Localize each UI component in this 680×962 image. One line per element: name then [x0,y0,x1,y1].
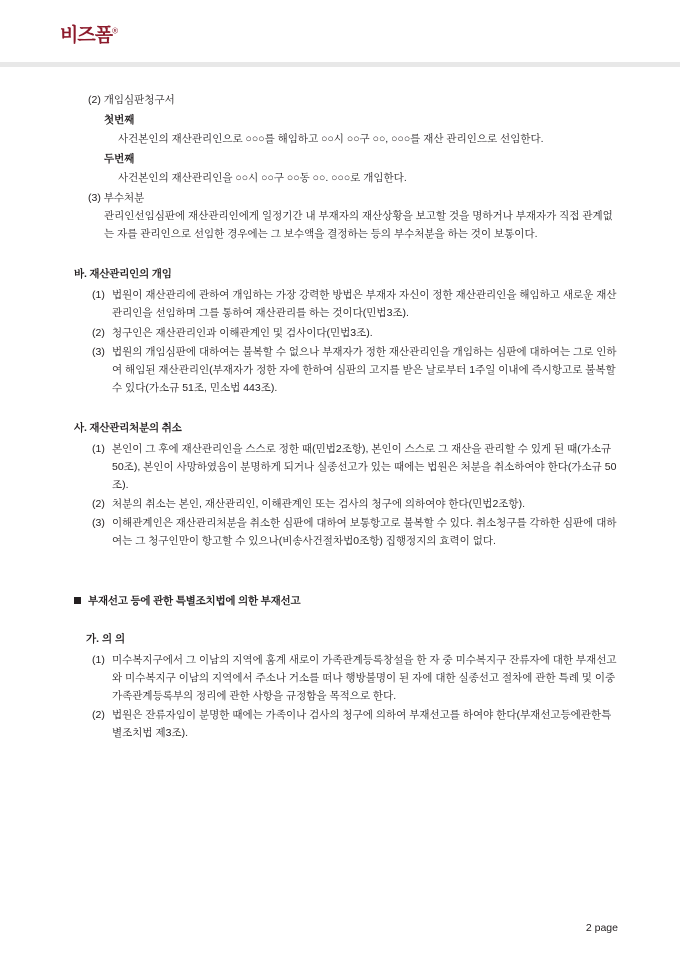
sub-body-first: 사건본인의 재산관리인으로 ○○○를 해임하고 ○○시 ○○구 ○○, ○○○를 재산 관리인으로 선임한다. [118,133,544,146]
list-item [92,495,618,513]
numbered-item-body: 관리인선임심판에 재산관리인에게 일정기간 내 부재자의 재산상황을 보고할 것을 명하거나 부재자가 직접 관계없는 자를 관리인으로 선임한 경우에는 그 보수액을 결정하는 등의 부수처분을 하는 것이 보통이다. [104,210,613,241]
registered-mark-icon: ® [112,26,117,36]
list-marker: (3) [92,516,105,529]
sub-body-second: 사건본인의 재산관리인을 ○○시 ○○구 ○○동 ○○. ○○○로 개임한다. [118,172,407,185]
list-marker: (1) [92,289,105,302]
list-item-text: 법원은 잔류자임이 분명한 때에는 가족이나 검사의 청구에 의하여 부재선고를 하여야 한다(부재선고등에관한특별조치법 제3조). [112,709,612,740]
list-marker: (2) [92,497,105,510]
list-item-text: 청구인은 재산관리인과 이해관계인 및 검사이다(민법3조). [112,326,373,339]
section-heading-ba: 바. 재산관리인의 개임 [74,268,172,281]
list-marker: (1) [92,654,105,667]
list-item [92,514,618,550]
bizforms-logo [60,26,117,45]
sub-heading-second: 두번째 [104,153,135,166]
list-item-text: 법원이 재산관리에 관하여 개임하는 가장 강력한 방법은 부재자 자신이 정한 재산관리인을 해임하고 새로운 재산관리인을 선임하며 그를 통하여 재산관리를 하는 것이다(민법3조). [112,289,617,320]
section-heading-sa: 사. 재산관리처분의 취소 [74,421,182,434]
list-item [92,440,618,494]
page-header [0,0,680,48]
list-item-text: 법원의 개임심판에 대하여는 불복할 수 없으나 부재자가 정한 재산관리인을 개임하는 심판에 대하여는 그로 인하여 해임된 재산관리인(부재자가 정한 자에 한하여 심판의 고지를 받은 날로부터 1주일 이내에 즉시항고로 불복할 수 있다(가소규 51조, 민소법 443조). [112,345,617,394]
sub-heading-first: 첫번째 [104,114,135,127]
list-marker: (2) [92,709,105,722]
page-number: 2 page [585,922,618,934]
list-marker: (1) [92,442,105,455]
list-item [92,706,618,742]
chapter-heading [74,592,618,610]
list-marker: (3) [92,345,105,358]
chapter-sub-heading: 가. 의 의 [86,633,126,646]
chapter-heading-text: 부재선고 등에 관한 특별조치법에 의한 부재선고 [88,595,301,608]
list-item [92,324,618,342]
list-item-text: 이해관계인은 재산관리처분을 취소한 심판에 대하여 보통항고로 불복할 수 있다. 취소청구를 각하한 심판에 대하여는 그 청구인만이 항고할 수 있으나(비송사건절차법0조항) 집행정지의 효력이 없다. [112,516,617,547]
document-body [0,67,680,742]
numbered-item: (2) 개임심판청구서 [88,94,175,106]
list-item [92,651,618,705]
logo-text: 비즈폼 [60,25,113,46]
list-item-text: 미수복지구에서 그 이남의 지역에 훔계 새로이 가족관계등록창설을 한 자 중 미수복지구 잔류자에 대한 부재선고와 미수복지구 이남의 지역에서 주소나 거소를 떠나 행방불명이 된 자에 대한 실종선고 절차에 관한 특례 및 이중가족관계등록부의 정리에 관한 사항을 규정함을 목적으로 한다. [112,654,617,703]
numbered-item: (3) 부수처분 [88,192,145,205]
list-item-text: 처분의 취소는 본인, 재산관리인, 이해관계인 또는 검사의 청구에 의하여야 한다(민법2조항). [112,497,525,510]
list-item-text: 본인이 그 후에 재산관리인을 스스로 정한 때(민법2조항), 본인이 스스로 그 재산을 관리할 수 있게 된 때(가소규 50조), 본인이 사망하였음이 분명하게 되거나 실종선고가 있는 때에는 법원은 처분을 취소하여야 한다(가소규 50조). [112,442,617,491]
list-item [92,343,618,397]
list-marker: (2) [92,326,105,339]
list-item [92,286,618,322]
square-bullet-icon [74,597,81,604]
